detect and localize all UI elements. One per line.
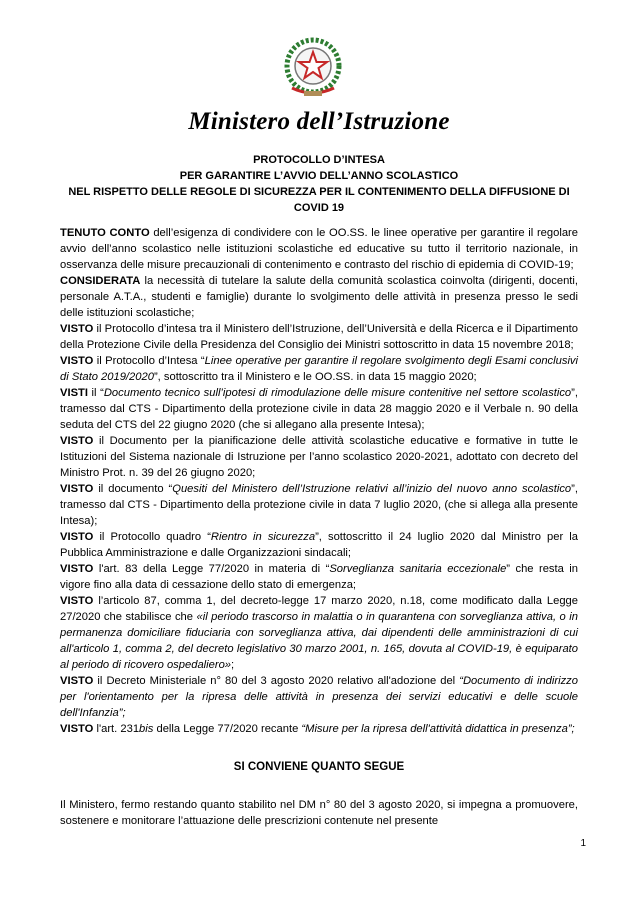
clause-visto: VISTO il Protocollo quadro “Rientro in sicurezza”, sottoscritto il 24 luglio 2020 dal Ministro per la Pubblica Amministrazione e dalle Organizzazioni sindacali; (60, 531, 578, 559)
clause-visto: VISTO il Protocollo d’Intesa “Linee operative per garantire il regolare svolgimento degli Esami conclusivi di Stato 2019/2020”, sottoscritto tra il Ministero e le OO.SS. in data 15 maggio 2020; (60, 355, 579, 383)
document-title (60, 152, 578, 216)
document-body (60, 225, 578, 829)
clause-visto: VISTO l’articolo 87, comma 1, del decreto-legge 17 marzo 2020, n.18, come modificato dalla Legge 27/2020 che stabilisce che «il periodo trascorso in malattia o in quarantena con sorveglianza attiva, o in permanenza domiciliare fiduciaria con sorveglianza attiva, dai dipendenti delle amministrazioni di cui all'articolo 1, comma 2, del decreto legislativo 30 marzo 2001, n. 165, dovuta al COVID-19, è equiparato al periodo di ricovero ospedaliero»; (60, 595, 578, 671)
clause-visto: VISTO l'art. 83 della Legge 77/2020 in materia di “Sorveglianza sanitaria eccezionale” che resta in vigore fino alla data di cessazione dello stato di emergenza; (60, 563, 579, 591)
title-line: PROTOCOLLO D’INTESA (253, 154, 385, 166)
title-line: COVID 19 (293, 202, 345, 214)
clause-visto: VISTO il Decreto Ministeriale n° 80 del 3 agosto 2020 relativo all'adozione del “Documento di indirizzo per l'orientamento per la ripresa delle attività in presenza dei servizi educativi e delle scuole dell'Infanzia”; (60, 675, 578, 719)
closing-paragraph: Il Ministero, fermo restando quanto stabilito nel DM n° 80 del 3 agosto 2020, si impegna a promuovere, sostenere e monitorare l’attuazione delle prescrizioni contenute nel presente (60, 799, 578, 827)
clause-visto: VISTO il documento “Quesiti del Ministero dell’Istruzione relativi all’inizio del nuovo anno scolastico”, tramesso dal CTS - Dipartimento della protezione civile in data 7 luglio 2020, (che si allega alla presente Intesa); (60, 483, 578, 527)
clause-visto: VISTO il Protocollo d’intesa tra il Ministero dell’Istruzione, dell’Università e della Ricerca e il Dipartimento della Protezione Civile della Presidenza del Consiglio dei Ministri sottoscritto in data 15 novembre 2018; (60, 323, 578, 351)
clause-visto: VISTO il Documento per la pianificazione delle attività scolastiche educative e formative in tutte le Istituzioni del Sistema nazionale di Istruzione per l’anno scolastico 2020-2021, adottato con decreto del Ministro Prot. n. 39 del 26 giugno 2020; (60, 435, 578, 479)
page-number: 1 (580, 838, 586, 849)
italian-republic-emblem-icon (282, 36, 344, 102)
clause-visto: VISTO l'art. 231bis della Legge 77/2020 recante “Misure per la ripresa dell'attività didattica in presenza”; (60, 723, 575, 735)
ministry-name: Ministero dell’Istruzione (188, 108, 450, 135)
clause-considerata: CONSIDERATA la necessità di tutelare la salute della comunità scolastica coinvolta (dirigenti, docenti, personale A.T.A., studenti e famiglie) durante lo svolgimento delle attività in presenza presso le sedi delle istituzioni scolastiche; (60, 275, 578, 319)
title-line: PER GARANTIRE L’AVVIO DELL’ANNO SCOLASTICO (179, 170, 459, 182)
clause-visti: VISTI il “Documento tecnico sull’ipotesi di rimodulazione delle misure contenitive nel settore scolastico”, tramesso dal CTS - Dipartimento della protezione civile in data 28 maggio 2020 e il Verbale n. 90 della seduta del CTS del 22 giugno 2020 (che si allegano alla presente Intesa); (60, 387, 578, 431)
section-heading: SI CONVIENE QUANTO SEGUE (233, 761, 405, 773)
title-line: NEL RISPETTO DELLE REGOLE DI SICUREZZA PER IL CONTENIMENTO DELLA DIFFUSIONE DI (68, 186, 570, 198)
clause-tenuto-conto: TENUTO CONTO dell’esigenza di condividere con le OO.SS. le linee operative per garantire il regolare avvio dell’anno scolastico nelle istituzioni scolastiche ed educative su tutto il territorio nazionale, in osservanza delle misure precauzionali di contenimento e contrasto del rischio di epidemia di COVID-19; (60, 227, 578, 271)
